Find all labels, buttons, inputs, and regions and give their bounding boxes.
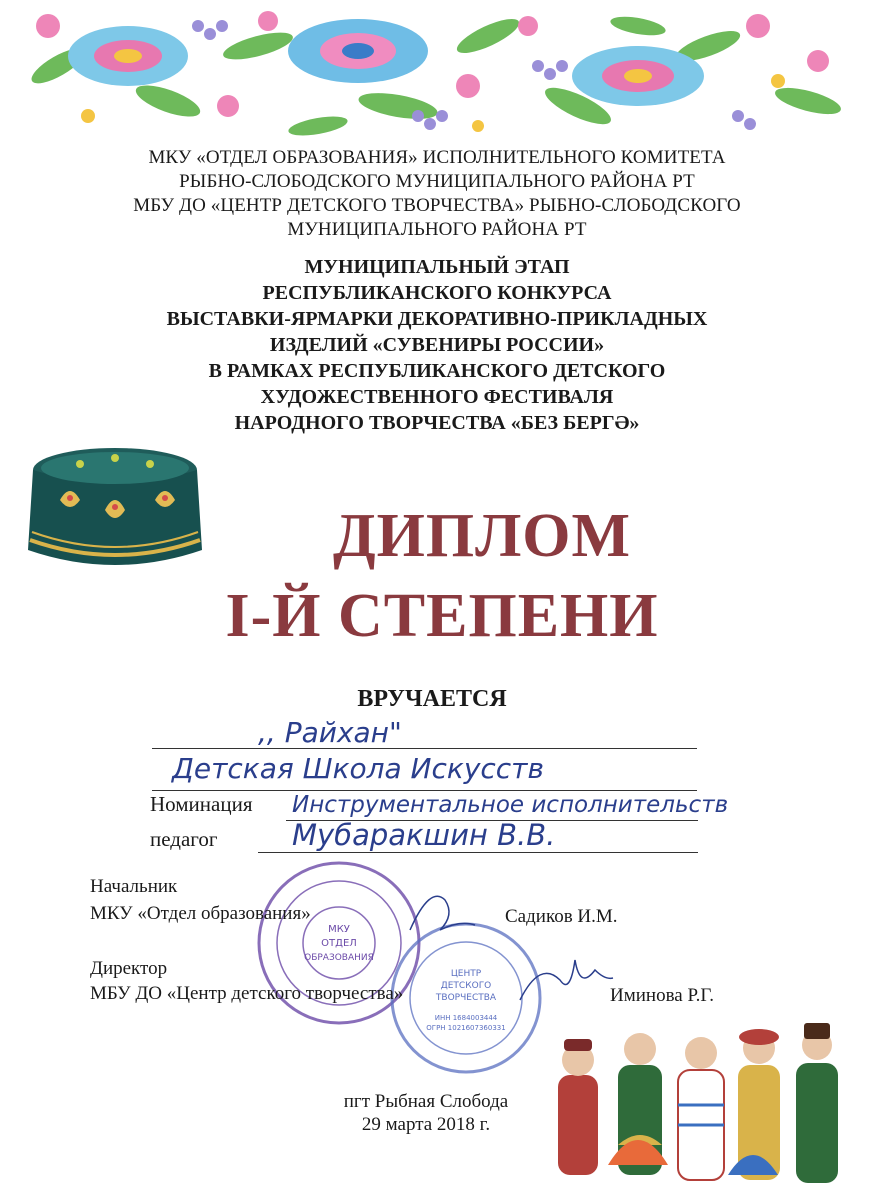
org-line-3: МБУ ДО «ЦЕНТР ДЕТСКОГО ТВОРЧЕСТВА» РЫБНО-СЛОБОДСКОГО (133, 195, 741, 216)
stamp-right-line-3: ТВОРЧЕСТВА (435, 993, 497, 1003)
contest-title (0, 254, 874, 436)
head-title-2: МКУ «Отдел образования» (90, 903, 311, 924)
recipient-school: Детская Школа Искусств (172, 752, 544, 785)
head-title-1: Начальник (90, 876, 178, 897)
teacher-value: Мубаракшин В.В. (292, 818, 556, 852)
folk-figurines-image (538, 1015, 874, 1200)
director-signature (515, 950, 615, 1010)
stamp-left-line-1: МКУ (328, 924, 350, 935)
recipient-name-line (152, 748, 697, 749)
org-line-4: МУНИЦИПАЛЬНОГО РАЙОНА РТ (287, 219, 587, 240)
contest-line-3: ВЫСТАВКИ-ЯРМАРКИ ДЕКОРАТИВНО-ПРИКЛАДНЫХ (166, 308, 708, 330)
director-title-1: Директор (90, 958, 168, 979)
stamp-left-line-2: ОТДЕЛ (321, 938, 357, 949)
awarded-label: ВРУЧАЕТСЯ (357, 686, 507, 712)
contest-line-6: ХУДОЖЕСТВЕННОГО ФЕСТИВАЛЯ (260, 386, 614, 408)
nomination-value: Инструментальное исполнительств (292, 792, 729, 818)
head-signature (400, 880, 480, 940)
stamp-right-line-2: ДЕТСКОГО (440, 981, 492, 991)
contest-line-7: НАРОДНОГО ТВОРЧЕСТВА «БЕЗ БЕРГӘ» (234, 412, 640, 434)
stamp-right-inn: ИНН 1684003444 (434, 1014, 498, 1022)
nomination-label: Номинация (150, 792, 253, 816)
contest-line-2: РЕСПУБЛИКАНСКОГО КОНКУРСА (262, 282, 612, 304)
teacher-line (258, 852, 698, 853)
organization-header (0, 146, 874, 242)
footer-place: пгт Рыбная Слобода (343, 1091, 509, 1112)
director-title-2: МБУ ДО «Центр детского творчества» (90, 983, 404, 1004)
teacher-label: педагог (150, 827, 218, 851)
school-line (152, 790, 697, 791)
footer (296, 1090, 556, 1136)
footer-date: 29 марта 2018 г. (361, 1114, 491, 1135)
diploma-title: ДИПЛОМ (332, 502, 632, 570)
stamp-right-line-1: ЦЕНТР (450, 969, 482, 979)
org-line-1: МКУ «ОТДЕЛ ОБРАЗОВАНИЯ» ИСПОЛНИТЕЛЬНОГО КОМИТЕТА (148, 147, 726, 168)
diploma-degree: I-Й СТЕПЕНИ (225, 582, 659, 650)
contest-line-5: В РАМКАХ РЕСПУБЛИКАНСКОГО ДЕТСКОГО (208, 360, 666, 382)
head-name: Садиков И.М. (505, 906, 618, 927)
stamp-right-ogrn: ОГРН 1021607360331 (426, 1024, 506, 1032)
director-name: Иминова Р.Г. (610, 985, 715, 1006)
stamp-left-line-3: ОБРАЗОВАНИЯ (304, 953, 374, 963)
org-line-2: РЫБНО-СЛОБОДСКОГО МУНИЦИПАЛЬНОГО РАЙОНА РТ (179, 171, 695, 192)
contest-line-4: ИЗДЕЛИЙ «СУВЕНИРЫ РОССИИ» (269, 334, 605, 356)
recipient-name: ,, Райхан" (258, 716, 402, 749)
contest-line-1: МУНИЦИПАЛЬНЫЙ ЭТАП (304, 256, 570, 278)
floral-ornament-banner (18, 6, 856, 140)
